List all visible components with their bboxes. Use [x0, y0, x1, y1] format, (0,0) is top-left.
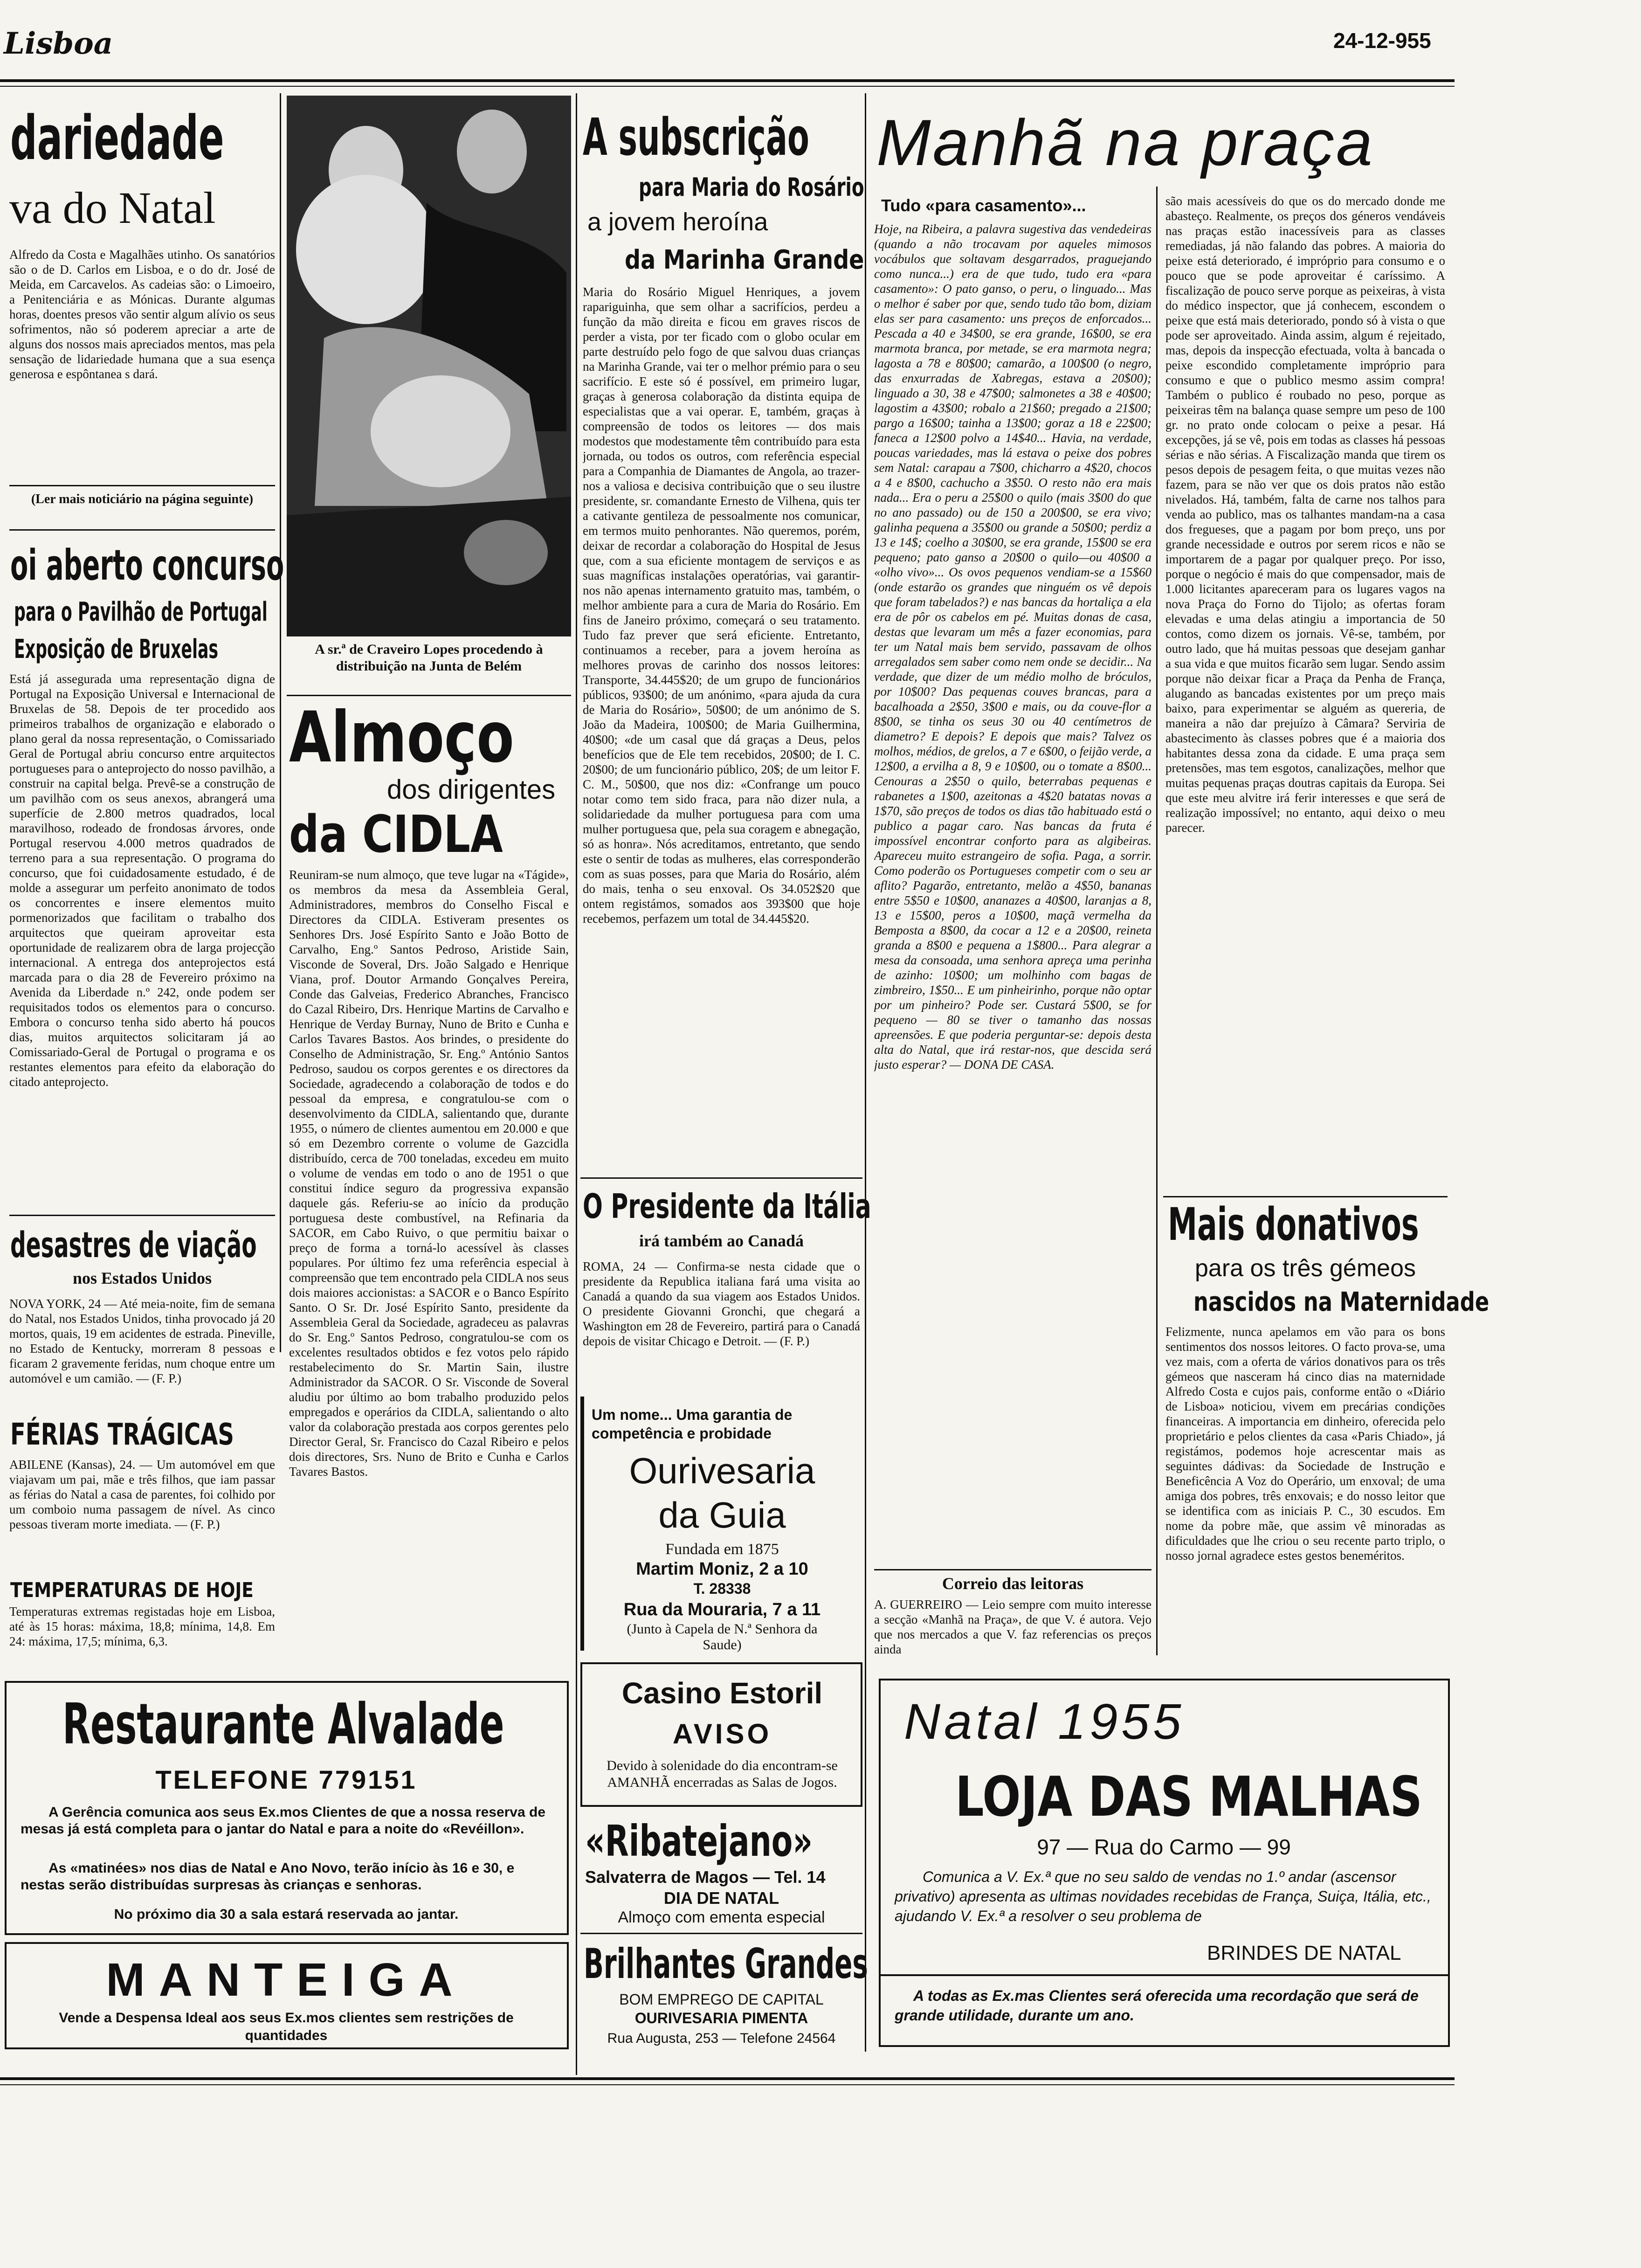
- ourivesaria-note: (Junto à Capela de N.ª Senhora da Saude): [627, 1621, 818, 1653]
- subscricao-sub-3: da Marinha Grande: [625, 245, 864, 275]
- subscricao-sub-2: a jovem heroína: [587, 208, 768, 236]
- donativos-title: Mais donativos: [1168, 1198, 1419, 1251]
- masthead-logo: Lisboa: [4, 26, 113, 61]
- temperaturas-title: TEMPERATURAS DE HOJE: [10, 1578, 254, 1602]
- alvalade-body-2: As «matinées» nos dias de Natal e Ano Novo, terão início às 16 e 30, e nestas serão distribuídas surpresas às crianças e senhoras.: [21, 1860, 515, 1893]
- alvalade-body-3: No próximo dia 30 a sala estará reservada ao jantar.: [114, 1907, 459, 1922]
- masthead-rule: [0, 79, 1455, 82]
- brilhantes-title: Brilhantes Grandes: [584, 1940, 868, 1988]
- manteiga-name: MANTEIGA: [106, 1954, 467, 2006]
- temperaturas-body: Temperaturas extremas registadas hoje em Lisboa, até às 15 horas: máxima, 18,8; mínima, 14,8. Em 24: máxima, 17,5; mínima, 6,3.: [9, 1604, 275, 1648]
- section-rule: [874, 1569, 1151, 1570]
- manha-title: Manhã na praça: [876, 106, 1374, 179]
- alvalade-name: Restaurante Alvalade: [62, 1692, 504, 1757]
- photo-caption: A sr.ª de Craveiro Lopes procedendo à distribuição na Junta de Belém: [315, 642, 543, 674]
- ribatejano-day: DIA DE NATAL: [663, 1888, 779, 1908]
- ourivesaria-ad: [580, 1397, 821, 1653]
- section-rule: [1163, 1196, 1448, 1197]
- ourivesaria-phone: T. 28338: [693, 1580, 751, 1597]
- presidente-subtitle: irá também ao Canadá: [639, 1231, 804, 1250]
- donativos-body: Felizmente, nunca apelamos em vão para os bons sentimentos dos nossos leitores. O facto prova-se, uma vez mais, com a oferta de vários donativos para os três gémeos que nasceram há cinco dias na maternidade Alfredo Costa e cujos pais, conforme então o «Diário de Lisboa» noticiou, vivem em precárias condições financeiras. A importancia em dinheiro, oferecida pelo proprietário e pelos clientes da casa «Paris Chiado», já registámos, podemos hoje acrescentar mais as seguintes dádivas: da Sociedade de Instrução e Beneficência A Voz do Operário, um enxoval; de uma amiga dos pobres, três enxovais; e do nosso leitor que se identifica com as iniciais P. C., 30 escudos. Em nome da pobre mãe, que assim vê minoradas as dificuldades que lhe criou o seu recente parto triplo, o nosso jornal agradece estes gestos beneméritos.: [1165, 1325, 1445, 1563]
- subscricao-title: A subscrição: [583, 107, 809, 167]
- almoco-name: da CIDLA: [289, 804, 503, 864]
- footer-rule-thin: [0, 2084, 1455, 2085]
- section-rule: [580, 1177, 862, 1179]
- more-news-note: (Ler mais noticiário na página seguinte): [31, 492, 254, 506]
- masthead-rule-thin: [0, 86, 1455, 87]
- concurso-subtitle: para o Pavilhão de Portugal: [14, 597, 268, 627]
- ourivesaria-intro: Um nome... Uma garantia de competência e probidade: [592, 1406, 793, 1442]
- section-rule: [9, 1215, 275, 1216]
- section-rule: [580, 1933, 862, 1934]
- ad-rule: [881, 1974, 1448, 1976]
- casino-body: Devido à solenidade do dia encontram-se AMANHÃ encerradas as Salas de Jogos.: [607, 1758, 838, 1790]
- correio-body: A. GUERREIRO — Leio sempre com muito interesse a secção «Manhã na Praça», de que V. é autora. Vejo que nos mercados a que V. faz referencias os preços ainda: [874, 1597, 1151, 1656]
- donativos-subtitle-1: para os três gémeos: [1194, 1255, 1416, 1282]
- almoco-title: Almoço: [289, 697, 514, 778]
- ribatejano-menu: Almoço com ementa especial: [618, 1908, 825, 1926]
- footer-rule: [0, 2077, 1455, 2080]
- correio-title: Correio das leitoras: [942, 1574, 1084, 1593]
- loja-name: LOJA DAS MALHAS: [955, 1764, 1423, 1829]
- desastres-body: NOVA YORK, 24 — Até meia-noite, fim de semana do Natal, nos Estados Unidos, tinha provocado já 20 mortos, quais, 19 em acidentes de estrada. Pineville, no Estado de Kentucky, morreram 8 pessoas e ficaram 2 gravemente feridas, num choque entre um automóvel e um camião. — (F. P.): [9, 1297, 275, 1385]
- almoco-body: Reuniram-se num almoço, que teve lugar na «Tágide», os membros da mesa da Assembleia Geral, Administradores, membros do Conselho Fiscal e Directores da CIDLA. Estiveram presentes os Senhores Drs. José Espírito Santo e João Botto de Carvalho, Eng.º Santos Pedroso, Aristide Sain, Visconde de Soveral, Drs. João Salgado e Henrique Viana, prof. Doutor Armando Gonçalves Pereira, Conde das Galveias, Frederico Abranches, Francisco do Cazal Ribeiro, Drs. Henrique Martins de Carvalho e Henrique de Verday Burnay, Nuno de Brito e Cunha e Carlos Tavares Bastos. Aos brindes, o presidente do Conselho de Administração, Sr. Eng.º António Santos Pedroso, saudou os corpos gerentes e os directores da Sociedade, agradecendo a colaboração de todos e do pessoal da empresa, e congratulou-se com o desenvolvimento da CIDLA, salientando que, durante 1955, o número de clientes aumentou em 20.000 e que só em Dezembro corrente o volume de Gazcidla distribuído, cerca de 700 toneladas, excedeu em muito o volume de vendas em todo o ano de 1951 o que constitui índice seguro da progressiva expansão daquele gás. Referiu-se ao início da produção portuguesa deste combustível, na Refinaria da SACOR, em Cabo Ruivo, o que permitiu baixar o preço de forma a torná-lo acessível às classes populares. Por último fez uma referência especial à compreensão que tem encontrado pela CIDLA nos seus dois maiores accionistas: a SACOR e o Banco Espírito Santo. O Sr. Dr. José Espírito Santo, presidente da Assembleia Geral da Sociedade, agradeceu as palavras do Sr. Eng.º Santos Pedroso, congratulou-se com os excelentes resultados obtidos e fez votos pelo rápido restabelecimento do Sr. Martin Sain, ilustre Administrador da SACOR. O Sr. Visconde de Soveral aludiu por último ao bom trabalho produzido pelos empregados e operários da CIDLA, salientando o alto valor da colaboração prestada aos corpos gerentes pelo Director Geral, Sr. Francisco do Cazal Ribeiro e pelos dois directores, Srs. Nuno de Brito e Cunha e Carlos Tavares Bastos.: [289, 868, 569, 1479]
- concurso-body: Está já assegurada uma representação digna de Portugal na Exposição Universal e Internacional de Bruxelas de 58. Depois de ter procedido aos primeiros trabalhos de organização e elaborado o plano geral da nossa representação, o Comissariado Geral de Portugal abriu concurso entre arquitectos portugueses para o anteprojecto do nosso pavilhão, a construir na capital belga. Prevê-se a construção de um pavilhão com os seus anexos, abrangerá uma superfície de 2.800 metros quadrados, local maravilhoso, rodeado de frondosas árvores, onde Portugal reservou 4.000 metros quadrados de terreno para a sua representação. O programa do concurso, que foi cuidadosamente estudado, é de molde a assegurar um perfeito anonimato de todos os concorrentes e insere elementos muito pormenorizados que facilitam o trabalho dos arquitectos que queiram aproveitar esta oportunidade de realizarem obra de larga projecção internacional. A entrega dos anteprojectos está marcada para o dia 28 de Fevereiro próximo na Avenida da Liberdade n.º 242, onde podem ser requisitados todos os elementos para o concurso. Embora o concurso tenha sido aberto há poucos dias, muitos arquitectos solicitaram já ao Comissariado-Geral de Portugal o programa e os restantes elementos para efeito da elaboração do citado anteprojecto.: [9, 672, 275, 1089]
- ourivesaria-address-2: Rua da Mouraria, 7 a 11: [623, 1600, 821, 1619]
- loja-body: Comunica a V. Ex.ª que no seu saldo de vendas no 1.º andar (ascensor privativo) apresenta as ultimas novidades recebidas de França, Suiça, Itália, etc., ajudando V. Ex.ª a resolver o seu problema de: [895, 1868, 1431, 1924]
- presidente-title: O Presidente da Itália: [583, 1187, 871, 1226]
- manteiga-body: Vende a Despensa Ideal aos seus Ex.mos clientes sem restrições de quantidades: [59, 2010, 514, 2043]
- manha-subtitle: Tudo «para casamento»...: [881, 196, 1086, 215]
- almoco-subtitle: dos dirigentes: [387, 774, 556, 805]
- ourivesaria-founded: Fundada em 1875: [665, 1541, 779, 1558]
- solidariedade-title: dariedade: [10, 103, 224, 173]
- ferias-title: FÉRIAS TRÁGICAS: [10, 1418, 234, 1452]
- ourivesaria-name-1: Ourivesaria: [629, 1450, 815, 1491]
- section-rule: [9, 529, 275, 531]
- ourivesaria-name-2: da Guia: [658, 1494, 786, 1535]
- section-rule: [287, 695, 571, 696]
- desastres-title: desastres de viação: [10, 1224, 257, 1265]
- brilhantes-line-2: OURIVESARIA PIMENTA: [634, 2010, 808, 2026]
- manha-body: Hoje, na Ribeira, a palavra sugestiva das vendedeiras (quando a não trocavam por aqueles mimosos vocábulos que soltavam desgarrados, praguejando como nunca...) era de que tudo, tudo era «para casamento»: O pato ganso, o peru, o linguado... Mas o melhor é saber por que, sendo tudo tão bom, diziam elas ser para casamento: uns preços de enforcados... Pescada a 40 e 34$00, se era grande, 16$00, se era marmota branca, por metade, se era marmota negra; lagosta a 78 e 80$00; camarão, a 100$00 (o negro, das enxurradas de Xabregas, estava a 20$00); linguado a 30, 38 e 47$00; salmonetes a 38 e 40$00; lagostim a 43$00; robalo a 21$60; pregado a 21$00; pargo a 16$00; tainha a 13$00; goraz a 18 e 22$00; faneca a 12$00 polvo a 14$40... Havia, na verdade, poucas variedades, mas lá estava o peixe dos pobres sem Natal: carapau a 7$00, chicharro a 4$20, chocos a 4 e 8$00, cachucho a 3$50. O resto não era mais nada... Era o peru a 25$00 o quilo (mais 3$00 do que no ano passado) ou de 150 a 200$00, se era vivo; galinha pequena a 35$00 ou grande a 50$00; perdiz a 13 e 14$; coelho a 30$00, se era grande, 15$00 se era pequeno; pato ganso a 20$00 o quilo—ou 40$00 a «olho vivo»... Os ovos pequenos vendiam-se a 15$60 (onde estarão os grandes que ninguém os vê depois que foram tabelados?) e nas bancas da hortaliça a ela era de pôr os cabelos em pé. Muitas donas de casa, destas que levaram um mês a fazer economias, para ter um Natal mais bem servido, passavam de olhos arregalados sem saber como nem onde se decidir... Na verdade, que dizer de um médio molho de bróculos, por 10$00? Das pequenas couves brancas, para a bacalhoada a 2$50, 3$00 e mais, ou da couve-flor a 8$00, se tinha os seus 30 ou 40 centímetros de diametro? E depois? E depois que mais? Talvez os molhos, médios, de grelos, a 7 e 6$00, o feijão verde, a 12$00, a ervilha a 8, 9 e 10$00, ou o tomate a 8$00... Cenouras a 2$50 o quilo, beterrabas pequenas e rabanetes a 1$00, azeitonas a 4$20 batatas novas a 1$70, são preços de todos os dias tão habituado está o publico a pagar caro. Nas bancas da fruta é impossível encontrar conforto para as algibeiras. Apareceu muito estrangeiro de sofia. Paga, a sorrir. Como poderão os Portugueses competir com o seu ar aflito? Pagarão, entretanto, melão a 4$50, bananas entre 5$50 e 10$00, ananazes a 40$00, laranjas a 8, 13 e 15$00, peros a 10$00, maçã vermelha da Bemposta a 8$00, da cocar a 12 e a 20$00, reineta granda a 8$00 e pequena a 1$800... Para alegrar a mesa da consoada, uma senhora apreça uma perinha de azinho: 10$00; um molhinho com bagas de zimbreiro, 1$50... E um pinheirinho, porque não optar por um pinheiro? Pode ser. Custará 5$00, se for pequeno — 80 se tiver o tamanho das nossas apreensões. E que poderia perguntar-se: depois desta alta do Natal, que irá restar-nos, que descida será justo esperar? — DONA DE CASA.: [874, 222, 1151, 1072]
- brilhantes-line-3: Rua Augusta, 253 — Telefone 24564: [607, 2031, 836, 2046]
- alvalade-body-1: A Gerência comunica aos seus Ex.mos Clientes de que a nossa reserva de mesas já está completa para o jantar do Natal e para a noite do «Revéillon».: [21, 1805, 546, 1837]
- concurso-subtitle-2: Exposição de Bruxelas: [14, 634, 219, 664]
- loja-das-malhas-ad: [879, 1679, 1450, 2047]
- brilhantes-line-1: BOM EMPREGO DE CAPITAL: [619, 1991, 824, 2008]
- solidariedade-subtitle: va do Natal: [9, 183, 216, 233]
- solidariedade-body: Alfredo da Costa e Magalhães utinho. Os sanatórios são o de D. Carlos em Lisboa, e o do dr. José de Meida, em Carcavelos. As cadeias são: o Limoeiro, a Penitenciária e as Mónicas. Durante algumas horas, doentes presos vão sentir algum alívio os seus sofrimentos, não só poderem apreciar a arte de alguns dos nossos mais apreciados mentos, mas pela sensação de lidariedade humana que a sua esença generosa e espôntanea s dará.: [9, 248, 275, 381]
- ribatejano-address: Salvaterra de Magos — Tel. 14: [585, 1867, 826, 1887]
- subscricao-sub-1: para Maria do Rosário: [639, 173, 864, 202]
- subscricao-body: Maria do Rosário Miguel Henriques, a jovem rapariguinha, que sem olhar a sacrifícios, perdeu a função da mão direita e ficou em graves riscos de perder a vista, por ter ficado com o globo ocular em parte destruído pelo fogo de que salvou duas crianças na Marinha Grande, vai ter o melhor prémio para o seu sacrifício. E este só é possível, em primeiro lugar, graças à generosa colaboração da distinta equipa de especialistas que a vai operar. E, também, graças à compreensão de todos os leitores — dos mais modestos que modestamente têm contribuído para esta jornada, ou todos os outros, com referência especial para a Companhia de Diamantes de Angola, ao trazer-nos a valiosa e decisiva contribuição que o seu ilustre presidente, sr. comandante Ernesto de Vilhena, quis ter a cativante gentileza de pessoalmente nos comunicar, em termos muito penhorantes. Não queremos, porém, deixar de recordar a colaboração do Hospital de Jesus que, com a sua eficiente montagem de serviços e as suas magníficas instalações operatórias, vai garantir-nos não apenas internamento gratuito mas, também, o melhor ambiente para a cura de Maria do Rosário. Em fins de Janeiro próximo, começará o seu tratamento. Tudo faz prever que será eficiente. Entretanto, continuamos a receber, para a jovem heroína as melhores provas de carinho dos nossos leitores: Transporte, 34.445$20; de um grupo de funcionários públicos, 93$00; de um anónimo, «para ajuda da cura de Maria do Rosário», 50$00; de um anónimo de S. João da Madeira, 100$00; de Maria Guilhermina, 40$00; «de um casal que dá graças a Deus, pelos benefícios que de Ele tem recebidos, 20$00; de I. C. 20$00; de um funcionário público, 20$; de um leitor F. C. M., 50$00, que nos diz: «Confrange um pouco notar como tem sido fraca, para não dizer nula, a solidariedade da mulher portuguesa para com uma mulher portuguesa que, pela sua coragem e abnegação, só as honra». Nós acreditamos, entretanto, que sendo este o sentir de todas as mulheres, elas corresponderão com as suas posses, para que Maria do Rosário, além do mais, tenha o seu enxoval. Os 34.052$20 que ontem registámos, somados aos 393$00 que hoje recebemos, perfazem um total de 34.445$20.: [583, 285, 860, 926]
- ribatejano-name: «Ribatejano»: [585, 1816, 813, 1866]
- manha-body-continued: são mais acessíveis do que os do mercado donde me abasteço. Realmente, os preços dos géneros vendáveis nas praças estão inacessíveis para as classes remediadas, já não falando das pobres. A maioria do peixe está deteriorado, é impróprio para consumo e o pouco que se pode aproveitar é caríssimo. A fiscalização de pouco serve porque as peixeiras, à vista do médico inspector, que já conhecem, escondem o peixe que está mais deteriorado, pondo só à vista o que pode ser aproveitado. Ainda assim, algum é rejeitado, mas, depois da inspecção efectuada, volta à bancada o peixe escondido completamente impróprio para consumo e que o publico mesmo assim compra! Também o publico é roubado no peso, porque as peixeiras têm na balança quase sempre um peso de 100 gr. no prato onde colocam o peixe a pesar. Há excepções, já se vê, pois em todas as classes há pessoas sérias e não sérias. A Fiscalização manda que tirem os pesos depois de pesagem feita, o que muitas vezes não fazem, para se não ver que os dois pratos não estão nivelados. Há, também, falta de carne nos talhos para venda ao publico, mas os talhantes mandam-na a casa dos fregueses, que a pagam por bom preço, uns por grande necessidade e outros por serem ricos e não se importarem de a pagar por qualquer preço. Por isso, porque o negócio é mais do que compensador, mais de 1.000 licitantes apareceram para os lugares vagos na nova Praça do Forno do Tijolo; as ofertas foram elevadas e uma delas atingiu a importancia de 50 contos, como dizem os jornais. Vê-se, também, por outro lado, que há muitas pessoas que desejam ganhar a sua vida e que muitos ficarão sem lugar. Sendo assim porque não deixar ficar a Praça da Penha de França, alugando as bancadas existentes por um preço mais baixo, para experimentar se alguém as quereria, de maneira a não dar prejuízo à Câmara? Serviria de abastecimento às classes pobres que é a maioria dos habitantes dessa zona da cidade. E uma praça sem pretensões, mas tem esgotos, canalizações, melhor que muitas pequenas praças doutras capitais da Europa. Sei que este meu alvitre irá ferir interesses e que será de realização impossível; no entanto, aqui deixo o meu parecer.: [1165, 194, 1445, 835]
- casino-ad: [580, 1662, 862, 1807]
- column-divider: [576, 93, 577, 2075]
- ourivesaria-address-1: Martim Moniz, 2 a 10: [636, 1559, 808, 1579]
- presidente-body: ROMA, 24 — Confirma-se nesta cidade que o presidente da Republica italiana fará uma visita ao Canadá a quando da sua viagem aos Estados Unidos. O presidente Giovanni Gronchi, que chegará a Washington em 28 de Fevereiro, partirá para o Canadá depois de visitar Chicago e Detroit. — (F. P.): [583, 1259, 860, 1348]
- casino-name: Casino Estoril: [621, 1676, 823, 1710]
- brindes-label: BRINDES DE NATAL: [1207, 1942, 1401, 1964]
- ferias-body: ABILENE (Kansas), 24. — Um automóvel em que viajavam um pai, mãe e três filhos, que iam passar as férias do Natal a casa de parentes, foi colhido por um comboio numa passagem de nível. As cinco pessoas tiveram morte imediata. — (F. P.): [9, 1458, 275, 1531]
- desastres-subtitle: nos Estados Unidos: [72, 1269, 212, 1287]
- column-divider: [1156, 187, 1158, 1655]
- natal-title: Natal 1955: [904, 1693, 1185, 1749]
- donativos-subtitle-2: nascidos na Maternidade: [1193, 1287, 1489, 1317]
- column-divider: [280, 93, 281, 1352]
- news-photo: [287, 96, 571, 636]
- column-divider: [865, 93, 866, 2052]
- loja-address: 97 — Rua do Carmo — 99: [1037, 1835, 1291, 1859]
- news-photo-image: [287, 96, 571, 636]
- loja-footer: A todas as Ex.mas Clientes será oferecida uma recordação que será de grande utilidade, durante um ano.: [895, 1987, 1419, 2024]
- manteiga-ad: [5, 1942, 569, 2049]
- concurso-title: oi aberto concurso: [10, 541, 284, 590]
- masthead-date: 24-12-955: [1333, 28, 1431, 53]
- casino-aviso: AVISO: [672, 1718, 772, 1749]
- alvalade-phone: TELEFONE 779151: [155, 1765, 417, 1794]
- alvalade-ad: [5, 1681, 569, 1935]
- section-rule: [9, 485, 275, 486]
